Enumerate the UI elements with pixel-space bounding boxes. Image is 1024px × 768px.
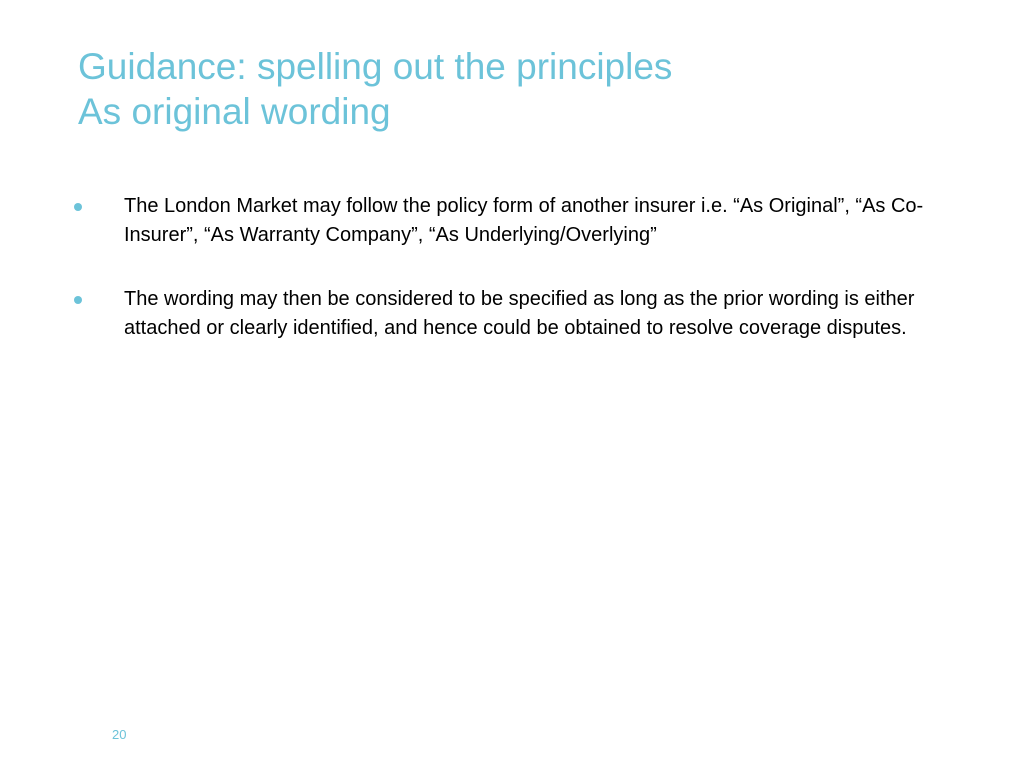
- bullet-text: The wording may then be considered to be specified as long as the prior wording is either attached or clearly identified, and hence could be obtained to resolve coverage disputes.: [124, 288, 915, 339]
- bullet-dot-icon: [74, 203, 82, 211]
- slide-title-line-1: Guidance: spelling out the principles: [78, 46, 673, 87]
- bullet-text: The London Market may follow the policy form of another insurer i.e. “As Original”, “As Co-Insurer”, “As Warranty Company”, “As Underlying/Overlying”: [124, 195, 924, 246]
- bullet-list: [74, 192, 954, 378]
- bullet-dot-icon: [74, 296, 82, 304]
- slide-title: [78, 44, 672, 134]
- bullet-item: [74, 192, 954, 250]
- bullet-item: [74, 285, 954, 343]
- slide-title-line-2: As original wording: [78, 91, 391, 132]
- page-number: 20: [112, 727, 127, 742]
